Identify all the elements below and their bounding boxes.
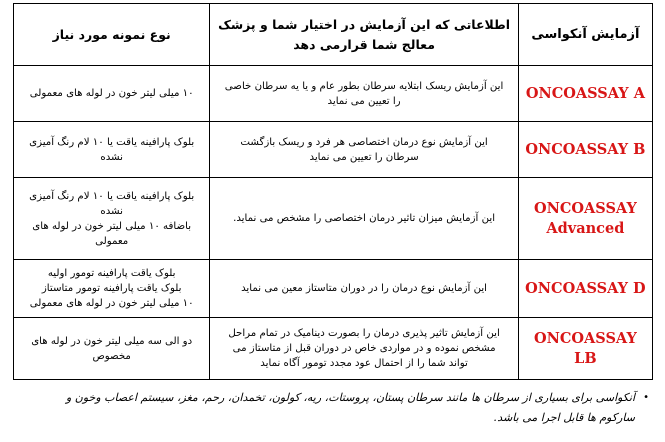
test-name: ONCOASSAY A	[518, 66, 652, 122]
sample-line: بلوک پارافینه یاقت یا ۱۰ لام رنگ آمیزی نشده	[29, 190, 195, 217]
sample-line: بلوک یاقت پارافینه تومور اولیه	[47, 268, 176, 279]
test-name: ONCOASSAY Advanced	[518, 178, 652, 260]
sample-cell	[14, 66, 210, 122]
sample-line: ۱۰ میلی لیتر خون در لوله های معمولی	[29, 88, 194, 99]
info-line: مشخص نموده و در مواردی خاص در دوران قبل از متاستاز می	[232, 343, 496, 354]
sample-line: مخصوص	[92, 350, 131, 362]
test-name: ONCOASSAY LB	[518, 318, 652, 380]
info-line: سرطان را تعیین می نماید	[309, 151, 419, 163]
sample-cell	[14, 318, 210, 380]
table-row	[14, 122, 653, 178]
sample-line: باضافه ۱۰ میلی لیتر خون در لوله های معمولی	[32, 220, 192, 247]
table-row	[14, 66, 653, 122]
info-line: این آزمایش میزان تاثیر درمان اختصاصی را مشخص می نماید.	[233, 213, 496, 224]
bullet-icon: •	[643, 392, 649, 403]
table-row	[14, 178, 653, 260]
header-info: اطلاعاتی که این آزمایش در اختیار شما و پزشک معالج شما قرارمی دهد	[210, 4, 518, 66]
sample-cell	[14, 122, 210, 178]
sample-line: بلوک پارافینه یاقت یا ۱۰ لام رنگ آمیزی نشده	[29, 136, 195, 163]
info-cell	[210, 66, 518, 122]
footnote	[40, 388, 649, 428]
sample-line: دو الی سه میلی لیتر خون در لوله های	[31, 335, 193, 347]
info-line: تواند شما را از احتمال عود مجدد تومور آگاه نماید	[260, 358, 468, 369]
sample-cell	[14, 178, 210, 260]
info-line: این آزمایش ریسک ابتلایه سرطان بطور عام و یا یه سرطان خاصی	[224, 80, 504, 92]
test-name: ONCOASSAY B	[518, 122, 652, 178]
table-header-row	[14, 4, 653, 66]
sample-line: بلوک یاقت پارافینه تومور متاستاز	[41, 283, 182, 294]
test-name: ONCOASSAY D	[518, 260, 652, 318]
oncoassay-table	[13, 3, 653, 380]
info-cell	[210, 122, 518, 178]
info-line: این آزمایش تاثیر پذیری درمان را بصورت دینامیک در تمام مراحل	[228, 328, 500, 339]
info-line: این آزمایش نوع درمان را در دوران متاستاز معین می نماید	[241, 283, 488, 294]
info-line: این آزمایش نوع درمان اختصاصی هر فرد و ریسک بازگشت	[240, 136, 488, 148]
table-row	[14, 318, 653, 380]
table-row	[14, 260, 653, 318]
header-sample: نوع نمونه مورد نیاز	[14, 4, 210, 66]
header-test: آزمایش آنکواسی	[518, 4, 652, 66]
info-cell	[210, 260, 518, 318]
footnote-line: آنکواسی برای بسیاری از سرطان ها مانند سرطان پستان، پروستات، ریه، کولون، تخمدان، رحم، مغز، سیستم اعصاب وخون و	[65, 391, 635, 404]
info-line: را تعیین می نماید	[327, 95, 401, 107]
sample-cell	[14, 260, 210, 318]
info-cell	[210, 178, 518, 260]
sample-line: ۱۰ میلی لیتر خون در لوله های معمولی	[29, 298, 194, 309]
info-cell	[210, 318, 518, 380]
footnote-line: سارکوم ها قابل اجرا می باشد.	[493, 411, 635, 424]
